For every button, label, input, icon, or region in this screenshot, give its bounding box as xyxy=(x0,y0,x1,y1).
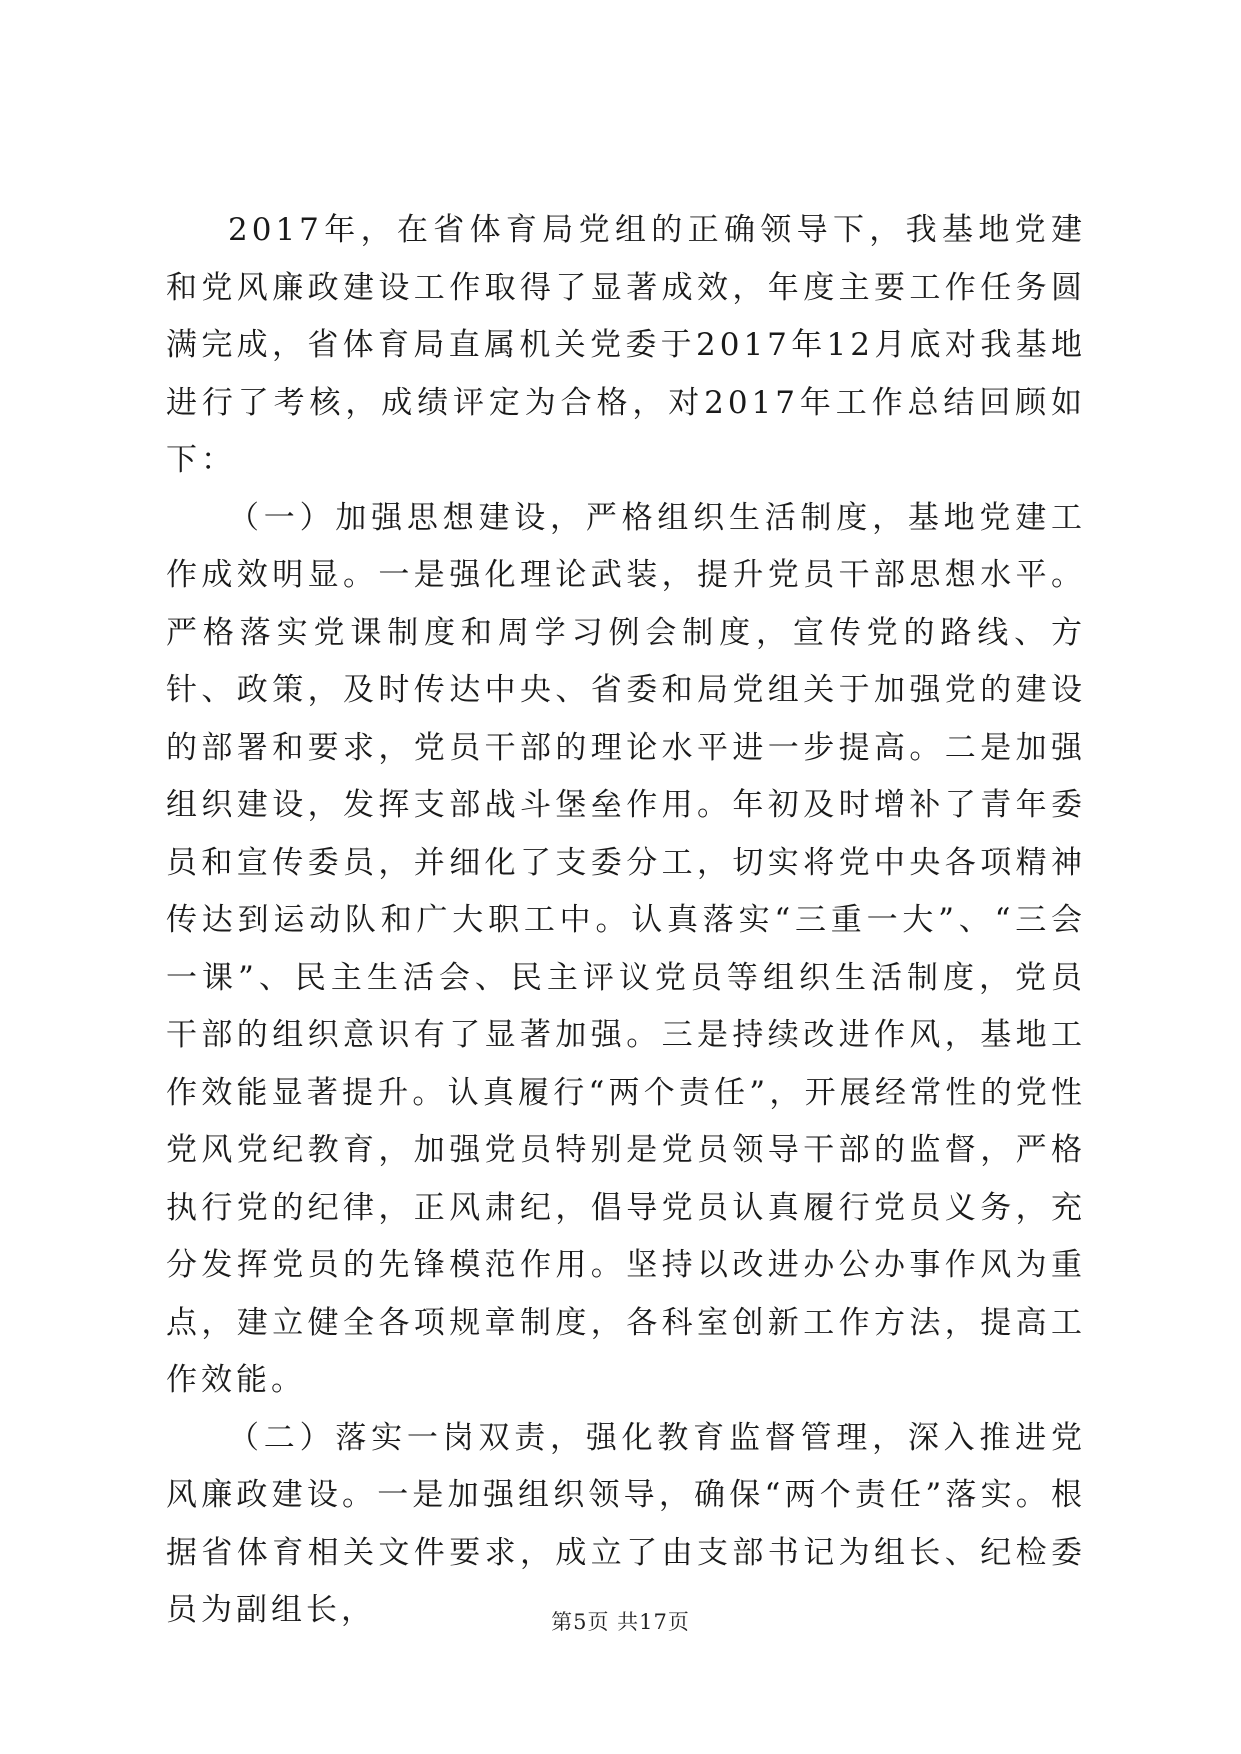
paragraph-intro: 2017年，在省体育局党组的正确领导下，我基地党建和党风廉政建设工作取得了显著成效，年度主要工作任务圆满完成，省体育局直属机关党委于2017年12月底对我基地进行了考核，成绩评定为合格，对2017年工作总结回顾如下： xyxy=(166,212,1086,478)
document-body xyxy=(166,202,1086,1640)
paragraph-section-one: （一）加强思想建设，严格组织生活制度，基地党建工作成效明显。一是强化理论武装，提升党员干部思想水平。严格落实党课制度和周学习例会制度，宣传党的路线、方针、政策，及时传达中央、省委和局党组关于加强党的建设的部署和要求，党员干部的理论水平进一步提高。二是加强组织建设，发挥支部战斗堡垒作用。年初及时增补了青年委员和宣传委员，并细化了支委分工，切实将党中央各项精神传达到运动队和广大职工中。认真落实“三重一大”、“三会一课”、民主生活会、民主评议党员等组织生活制度，党员干部的组织意识有了显著加强。三是持续改进作风，基地工作效能显著提升。认真履行“两个责任”，开展经常性的党性党风党纪教育，加强党员特别是党员领导干部的监督，严格执行党的纪律，正风肃纪，倡导党员认真履行党员义务，充分发挥党员的先锋模范作用。坚持以改进办公办事作风为重点，建立健全各项规章制度，各科室创新工作方法，提高工作效能。 xyxy=(166,499,1086,1398)
paragraph-section-two: （二）落实一岗双责，强化教育监督管理，深入推进党风廉政建设。一是加强组织领导，确保“两个责任”落实。根据省体育相关文件要求，成立了由支部书记为组长、纪检委员为副组长， xyxy=(166,1419,1086,1628)
page-number-footer: 第5页 共17页 xyxy=(551,1610,690,1634)
